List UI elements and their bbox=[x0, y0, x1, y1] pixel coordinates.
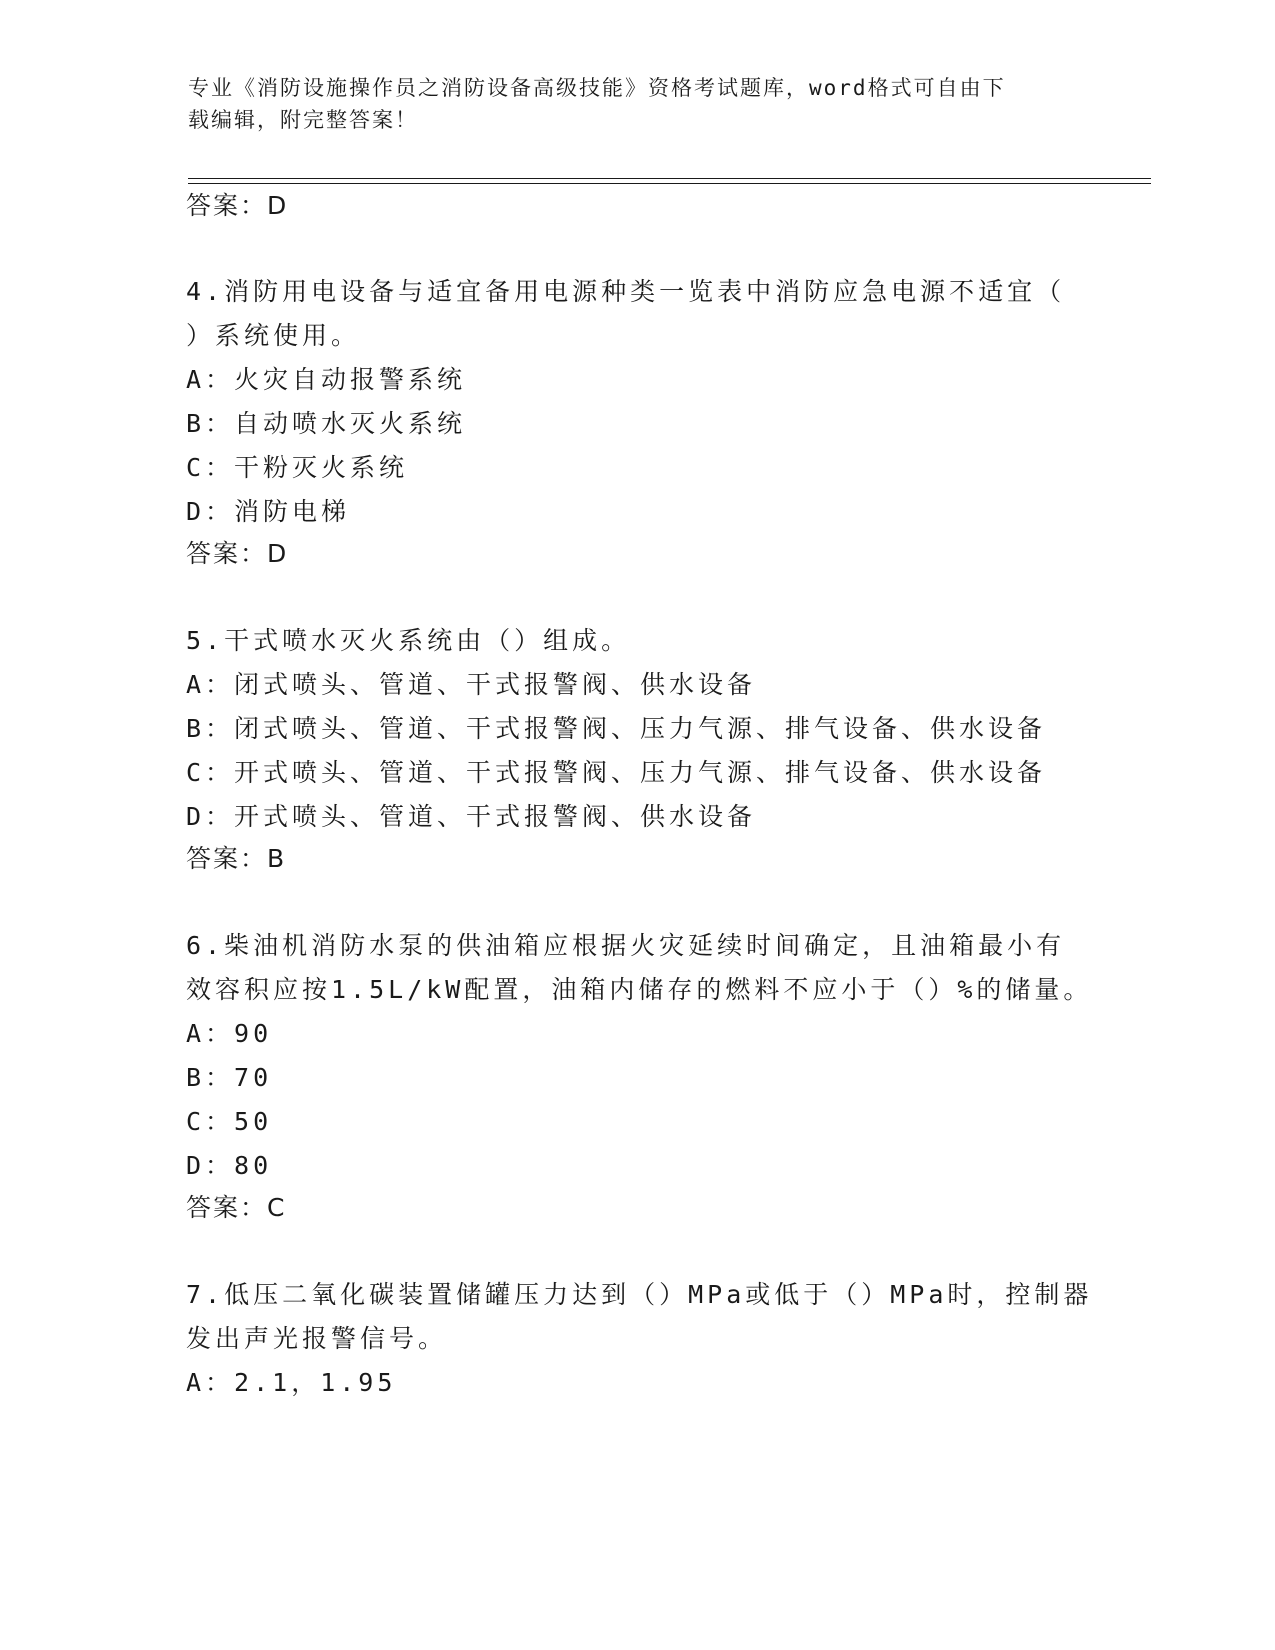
question-4-stem-line-1: 4.消防用电设备与适宜备用电源种类一览表中消防应急电源不适宜（ bbox=[186, 277, 1066, 306]
question-7-stem-line-2: 发出声光报警信号。 bbox=[186, 1324, 448, 1353]
header-divider-thin bbox=[188, 183, 1151, 184]
question-6-option-c: C：50 bbox=[186, 1107, 273, 1136]
question-6-option-d: D：80 bbox=[186, 1151, 273, 1180]
question-5-option-a: A：闭式喷头、管道、干式报警阀、供水设备 bbox=[186, 670, 757, 699]
question-6-stem-line-2: 效容积应按1.5L/kW配置，油箱内储存的燃料不应小于（）%的储量。 bbox=[186, 975, 1093, 1004]
question-4-answer: 答案：D bbox=[186, 539, 289, 568]
question-6-option-a: A：90 bbox=[186, 1019, 273, 1048]
question-7-option-a: A：2.1，1.95 bbox=[186, 1368, 397, 1397]
question-6-answer: 答案：C bbox=[186, 1193, 287, 1222]
question-4-stem-line-2: ）系统使用。 bbox=[186, 321, 361, 350]
question-5-answer: 答案：B bbox=[186, 844, 287, 873]
header-divider-thick bbox=[188, 178, 1151, 179]
answer-previous: 答案：D bbox=[186, 191, 289, 220]
question-7-stem-line-1: 7.低压二氧化碳装置储罐压力达到（）MPa或低于（）MPa时，控制器 bbox=[186, 1280, 1093, 1309]
header-line-1: 专业《消防设施操作员之消防设备高级技能》资格考试题库，word格式可自由下 bbox=[188, 76, 1006, 100]
question-4-option-a: A：火灾自动报警系统 bbox=[186, 365, 467, 394]
document-header bbox=[188, 72, 1088, 136]
question-6-option-b: B：70 bbox=[186, 1063, 273, 1092]
question-5-option-b: B：闭式喷头、管道、干式报警阀、压力气源、排气设备、供水设备 bbox=[186, 714, 1047, 743]
question-5-option-c: C：开式喷头、管道、干式报警阀、压力气源、排气设备、供水设备 bbox=[186, 758, 1047, 787]
question-4-option-c: C：干粉灭火系统 bbox=[186, 453, 409, 482]
question-6-stem-line-1: 6.柴油机消防水泵的供油箱应根据火灾延续时间确定，且油箱最小有 bbox=[186, 931, 1066, 960]
question-5-stem-line-1: 5.干式喷水灭火系统由（）组成。 bbox=[186, 626, 631, 655]
header-line-2: 载编辑，附完整答案！ bbox=[188, 108, 418, 132]
question-4-option-b: B：自动喷水灭火系统 bbox=[186, 409, 467, 438]
question-4-option-d: D：消防电梯 bbox=[186, 497, 351, 526]
question-5-option-d: D：开式喷头、管道、干式报警阀、供水设备 bbox=[186, 802, 757, 831]
